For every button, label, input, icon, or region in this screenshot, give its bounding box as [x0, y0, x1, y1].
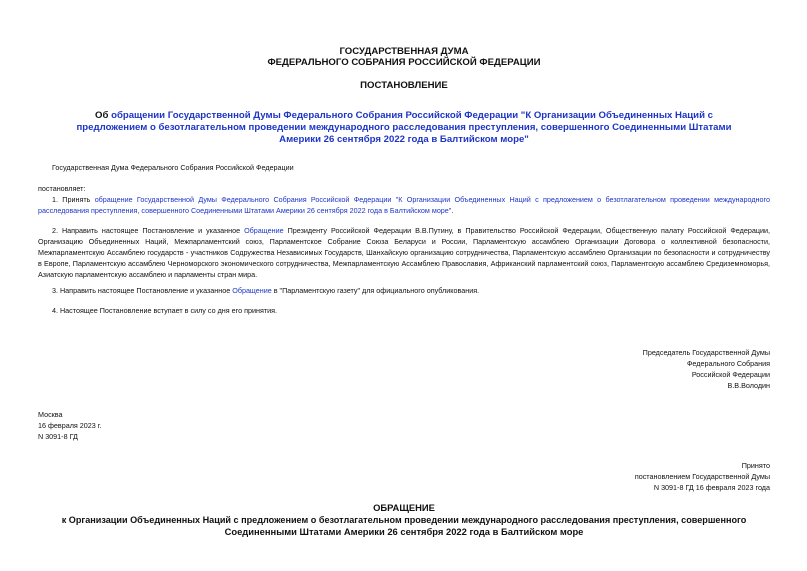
- document-page: [38, 0, 770, 571]
- p3-prefix: 3. Направить настоящее Постановление и указанное: [52, 286, 233, 295]
- adopted-line-3: N 3091-8 ГД 16 февраля 2023 года: [653, 483, 770, 492]
- signature-line-2: Федерального Собрания: [686, 359, 770, 368]
- adopted-line-1: Принято: [741, 461, 770, 470]
- p2-suffix: Президенту Российской Федерации В.В.Путину, в Правительство Российской Федерации, Общественную палату Российской Федерации, Организацию Объединенных Наций, Межпарламентский союз, Парламентское Собрание Союза Беларуси и России, Парламентскую ассамблею Организации Договора о коллективной безопасности, Межпарламентскую Ассамблею государств - участников Содружества Независимых Государств, Шанхайскую организацию сотрудничества, Парламентскую ассамблею Организации по безопасности и сотрудничеству в Европе, Парламентскую ассамблею Черноморского экономического сотрудничества, Межпарламентскую Ассамблею Православия, Африканский парламентский союз, Парламентскую ассамблею Средиземноморья, Азиатскую парламентскую ассамблею и парламенты стран мира.: [38, 226, 770, 279]
- paragraph-1: [38, 194, 770, 216]
- p1-suffix: .: [451, 206, 454, 215]
- p1-prefix: 1. Принять: [52, 195, 95, 204]
- document-number: N 3091-8 ГД: [38, 432, 78, 441]
- resolves-text: постановляет:: [38, 184, 86, 193]
- paragraph-2: [38, 225, 770, 280]
- p3-suffix: в "Парламентскую газету" для официального опубликования.: [271, 286, 480, 295]
- appeal-heading: ОБРАЩЕНИЕ: [373, 502, 435, 513]
- title-prefix: Об: [95, 110, 112, 121]
- place-city: Москва: [38, 410, 63, 419]
- title-link[interactable]: обращении Государственной Думы Федерального Собрания Российской Федерации "К Организации Объединенных Наций с предложением о безотлагательном проведении международного расследования преступления, совершенного Соединенными Штатами Америки 26 сентября 2022 года в Балтийском море": [76, 110, 732, 145]
- header-line-2: ФЕДЕРАЛЬНОГО СОБРАНИЯ РОССИЙСКОЙ ФЕДЕРАЦИИ: [267, 57, 541, 68]
- document-title: [74, 110, 734, 146]
- p1-link[interactable]: обращение Государственной Думы Федерального Собрания Российской Федерации "К Организации Объединенных Наций с предложением о безотлагательном проведении международного расследования преступления, совершенного Соединенными Штатами Америки 26 сентября 2022 года в Балтийском море": [38, 195, 770, 215]
- appeal-title-line-1: к Организации Объединенных Наций с предложением о безотлагательном проведении международного расследования преступления, совершенного: [61, 515, 747, 525]
- document-type: ПОСТАНОВЛЕНИЕ: [360, 80, 448, 91]
- p2-link[interactable]: Обращение: [244, 226, 284, 235]
- signature-name: В.В.Володин: [727, 381, 770, 390]
- p3-link[interactable]: Обращение: [232, 286, 272, 295]
- paragraph-4: 4. Настоящее Постановление вступает в силу со дня его принятия.: [52, 306, 278, 315]
- header-line-1: ГОСУДАРСТВЕННАЯ ДУМА: [339, 46, 469, 57]
- place-date: 16 февраля 2023 г.: [38, 421, 102, 430]
- adopted-line-2: постановлением Государственной Думы: [634, 472, 770, 481]
- intro-text: Государственная Дума Федерального Собрания Российской Федерации: [52, 163, 294, 172]
- signature-line-1: Председатель Государственной Думы: [642, 348, 770, 357]
- p2-prefix: 2. Направить настоящее Постановление и указанное: [52, 226, 245, 235]
- appeal-title-line-2: Соединенными Штатами Америки 26 сентября 2022 года в Балтийском море: [224, 526, 584, 537]
- paragraph-3: [52, 285, 770, 296]
- signature-line-3: Российской Федерации: [691, 370, 770, 379]
